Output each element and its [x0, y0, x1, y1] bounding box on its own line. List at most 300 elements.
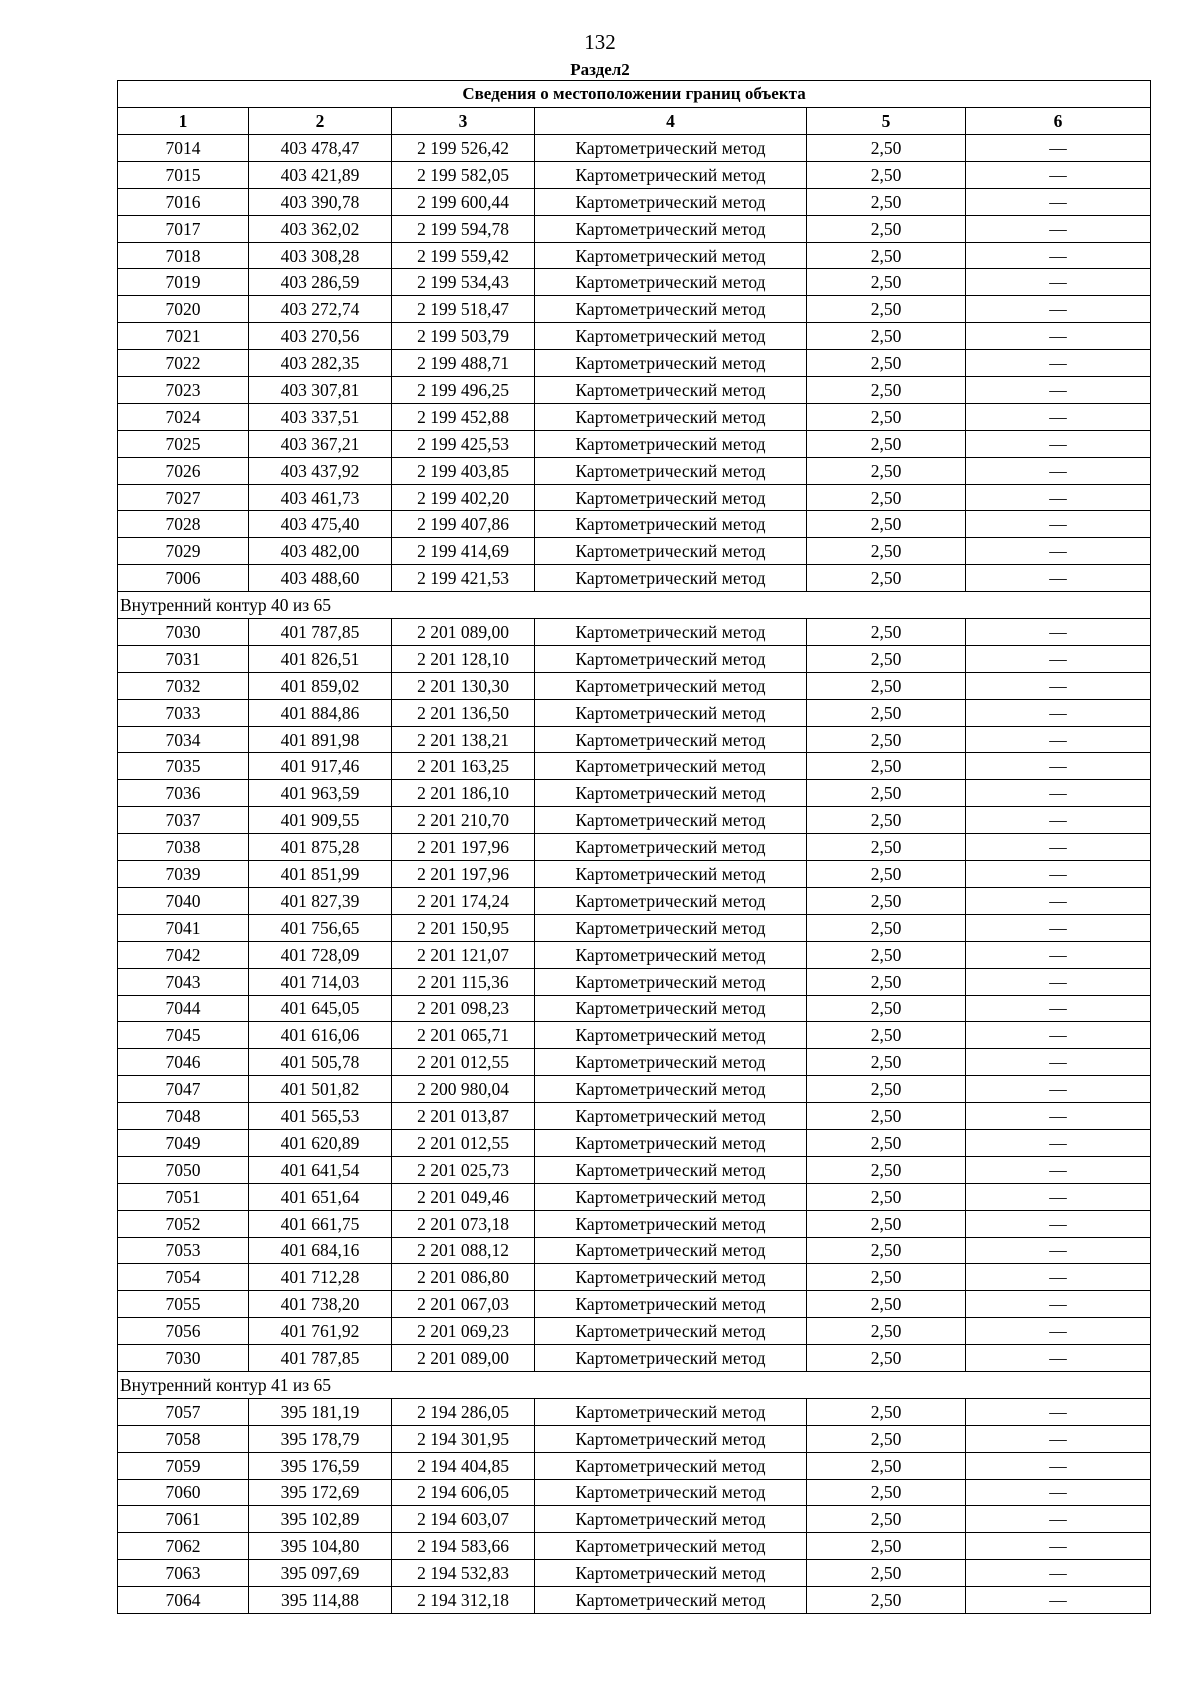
y-coordinate-cell: 2 199 402,20 [392, 484, 535, 511]
x-coordinate-cell: 401 565,53 [249, 1103, 392, 1130]
method-cell: Картометрический метод [535, 403, 807, 430]
description-cell: — [966, 1533, 1151, 1560]
section-title: Раздел2 [570, 60, 630, 79]
x-coordinate-cell: 403 478,47 [249, 135, 392, 162]
point-number-cell: 7053 [118, 1237, 249, 1264]
point-number-cell: 7039 [118, 861, 249, 888]
accuracy-cell: 2,50 [807, 296, 966, 323]
accuracy-cell: 2,50 [807, 1076, 966, 1103]
point-number-cell: 7057 [118, 1398, 249, 1425]
x-coordinate-cell: 401 641,54 [249, 1156, 392, 1183]
y-coordinate-cell: 2 194 606,05 [392, 1479, 535, 1506]
accuracy-cell: 2,50 [807, 861, 966, 888]
contour-label: Внутренний контур 41 из 65 [118, 1371, 1151, 1398]
point-number-cell: 7062 [118, 1533, 249, 1560]
method-cell: Картометрический метод [535, 968, 807, 995]
accuracy-cell: 2,50 [807, 1318, 966, 1345]
table-row [118, 1210, 1151, 1237]
point-number-cell: 7023 [118, 377, 249, 404]
point-number-cell: 7026 [118, 457, 249, 484]
method-cell: Картометрический метод [535, 457, 807, 484]
method-cell: Картометрический метод [535, 538, 807, 565]
accuracy-cell: 2,50 [807, 1398, 966, 1425]
accuracy-cell: 2,50 [807, 1049, 966, 1076]
accuracy-cell: 2,50 [807, 1183, 966, 1210]
x-coordinate-cell: 401 884,86 [249, 699, 392, 726]
x-coordinate-cell: 403 282,35 [249, 350, 392, 377]
column-number: 3 [392, 108, 535, 135]
accuracy-cell: 2,50 [807, 457, 966, 484]
table-row [118, 1022, 1151, 1049]
method-cell: Картометрический метод [535, 135, 807, 162]
point-number-cell: 7027 [118, 484, 249, 511]
accuracy-cell: 2,50 [807, 403, 966, 430]
method-cell: Картометрический метод [535, 1103, 807, 1130]
point-number-cell: 7014 [118, 135, 249, 162]
description-cell: — [966, 995, 1151, 1022]
point-number-cell: 7040 [118, 887, 249, 914]
table-row [118, 1264, 1151, 1291]
y-coordinate-cell: 2 201 012,55 [392, 1049, 535, 1076]
x-coordinate-cell: 401 616,06 [249, 1022, 392, 1049]
accuracy-cell: 2,50 [807, 941, 966, 968]
x-coordinate-cell: 401 738,20 [249, 1291, 392, 1318]
table-row [118, 323, 1151, 350]
y-coordinate-cell: 2 199 582,05 [392, 161, 535, 188]
point-number-cell: 7041 [118, 914, 249, 941]
accuracy-cell: 2,50 [807, 834, 966, 861]
table-row [118, 995, 1151, 1022]
method-cell: Картометрический метод [535, 726, 807, 753]
accuracy-cell: 2,50 [807, 1560, 966, 1587]
accuracy-cell: 2,50 [807, 807, 966, 834]
method-cell: Картометрический метод [535, 1156, 807, 1183]
accuracy-cell: 2,50 [807, 511, 966, 538]
method-cell: Картометрический метод [535, 834, 807, 861]
contour-header-row [118, 592, 1151, 619]
y-coordinate-cell: 2 201 128,10 [392, 645, 535, 672]
description-cell: — [966, 430, 1151, 457]
method-cell: Картометрический метод [535, 565, 807, 592]
accuracy-cell: 2,50 [807, 1264, 966, 1291]
accuracy-cell: 2,50 [807, 1506, 966, 1533]
point-number-cell: 7059 [118, 1452, 249, 1479]
x-coordinate-cell: 403 367,21 [249, 430, 392, 457]
method-cell: Картометрический метод [535, 323, 807, 350]
accuracy-cell: 2,50 [807, 188, 966, 215]
y-coordinate-cell: 2 199 407,86 [392, 511, 535, 538]
page-number: 132 [584, 30, 616, 54]
table-row [118, 538, 1151, 565]
method-cell: Картометрический метод [535, 1479, 807, 1506]
y-coordinate-cell: 2 201 086,80 [392, 1264, 535, 1291]
table-row [118, 1533, 1151, 1560]
description-cell: — [966, 1587, 1151, 1614]
point-number-cell: 7030 [118, 619, 249, 646]
table-row [118, 1076, 1151, 1103]
column-number: 5 [807, 108, 966, 135]
method-cell: Картометрический метод [535, 619, 807, 646]
point-number-cell: 7051 [118, 1183, 249, 1210]
table-row [118, 1291, 1151, 1318]
y-coordinate-cell: 2 201 025,73 [392, 1156, 535, 1183]
y-coordinate-cell: 2 201 197,96 [392, 834, 535, 861]
description-cell: — [966, 1049, 1151, 1076]
table-row [118, 941, 1151, 968]
method-cell: Картометрический метод [535, 242, 807, 269]
table-row [118, 645, 1151, 672]
x-coordinate-cell: 401 826,51 [249, 645, 392, 672]
x-coordinate-cell: 401 714,03 [249, 968, 392, 995]
method-cell: Картометрический метод [535, 1129, 807, 1156]
description-cell: — [966, 1129, 1151, 1156]
accuracy-cell: 2,50 [807, 1345, 966, 1372]
x-coordinate-cell: 401 909,55 [249, 807, 392, 834]
table-row [118, 135, 1151, 162]
method-cell: Картометрический метод [535, 377, 807, 404]
y-coordinate-cell: 2 199 594,78 [392, 215, 535, 242]
method-cell: Картометрический метод [535, 1183, 807, 1210]
description-cell: — [966, 941, 1151, 968]
point-number-cell: 7016 [118, 188, 249, 215]
y-coordinate-cell: 2 201 130,30 [392, 672, 535, 699]
accuracy-cell: 2,50 [807, 538, 966, 565]
point-number-cell: 7024 [118, 403, 249, 430]
accuracy-cell: 2,50 [807, 1022, 966, 1049]
accuracy-cell: 2,50 [807, 1479, 966, 1506]
description-cell: — [966, 619, 1151, 646]
method-cell: Картометрический метод [535, 1318, 807, 1345]
point-number-cell: 7021 [118, 323, 249, 350]
table-row [118, 1183, 1151, 1210]
y-coordinate-cell: 2 201 197,96 [392, 861, 535, 888]
method-cell: Картометрический метод [535, 645, 807, 672]
y-coordinate-cell: 2 199 503,79 [392, 323, 535, 350]
accuracy-cell: 2,50 [807, 484, 966, 511]
table-row [118, 834, 1151, 861]
accuracy-cell: 2,50 [807, 269, 966, 296]
description-cell: — [966, 1237, 1151, 1264]
y-coordinate-cell: 2 199 421,53 [392, 565, 535, 592]
column-number: 4 [535, 108, 807, 135]
point-number-cell: 7061 [118, 1506, 249, 1533]
accuracy-cell: 2,50 [807, 1533, 966, 1560]
accuracy-cell: 2,50 [807, 161, 966, 188]
point-number-cell: 7038 [118, 834, 249, 861]
description-cell: — [966, 672, 1151, 699]
method-cell: Картометрический метод [535, 780, 807, 807]
x-coordinate-cell: 403 286,59 [249, 269, 392, 296]
table-row [118, 1345, 1151, 1372]
description-cell: — [966, 1452, 1151, 1479]
accuracy-cell: 2,50 [807, 645, 966, 672]
x-coordinate-cell: 401 505,78 [249, 1049, 392, 1076]
x-coordinate-cell: 395 102,89 [249, 1506, 392, 1533]
x-coordinate-cell: 403 272,74 [249, 296, 392, 323]
method-cell: Картометрический метод [535, 1560, 807, 1587]
x-coordinate-cell: 403 307,81 [249, 377, 392, 404]
table-row [118, 215, 1151, 242]
point-number-cell: 7018 [118, 242, 249, 269]
description-cell: — [966, 807, 1151, 834]
point-number-cell: 7031 [118, 645, 249, 672]
point-number-cell: 7063 [118, 1560, 249, 1587]
point-number-cell: 7048 [118, 1103, 249, 1130]
point-number-cell: 7047 [118, 1076, 249, 1103]
description-cell: — [966, 1479, 1151, 1506]
x-coordinate-cell: 401 684,16 [249, 1237, 392, 1264]
y-coordinate-cell: 2 194 583,66 [392, 1533, 535, 1560]
y-coordinate-cell: 2 199 518,47 [392, 296, 535, 323]
x-coordinate-cell: 403 461,73 [249, 484, 392, 511]
y-coordinate-cell: 2 201 089,00 [392, 1345, 535, 1372]
point-number-cell: 7049 [118, 1129, 249, 1156]
accuracy-cell: 2,50 [807, 699, 966, 726]
x-coordinate-cell: 401 645,05 [249, 995, 392, 1022]
method-cell: Картометрический метод [535, 995, 807, 1022]
y-coordinate-cell: 2 201 138,21 [392, 726, 535, 753]
accuracy-cell: 2,50 [807, 1103, 966, 1130]
y-coordinate-cell: 2 194 603,07 [392, 1506, 535, 1533]
y-coordinate-cell: 2 199 414,69 [392, 538, 535, 565]
y-coordinate-cell: 2 201 163,25 [392, 753, 535, 780]
accuracy-cell: 2,50 [807, 135, 966, 162]
description-cell: — [966, 1076, 1151, 1103]
x-coordinate-cell: 395 178,79 [249, 1425, 392, 1452]
y-coordinate-cell: 2 201 012,55 [392, 1129, 535, 1156]
point-number-cell: 7032 [118, 672, 249, 699]
table-row [118, 914, 1151, 941]
point-number-cell: 7055 [118, 1291, 249, 1318]
x-coordinate-cell: 403 308,28 [249, 242, 392, 269]
y-coordinate-cell: 2 201 013,87 [392, 1103, 535, 1130]
table-row [118, 377, 1151, 404]
point-number-cell: 7036 [118, 780, 249, 807]
x-coordinate-cell: 403 337,51 [249, 403, 392, 430]
description-cell: — [966, 699, 1151, 726]
y-coordinate-cell: 2 199 496,25 [392, 377, 535, 404]
table-row [118, 1156, 1151, 1183]
table-row [118, 430, 1151, 457]
description-cell: — [966, 457, 1151, 484]
accuracy-cell: 2,50 [807, 995, 966, 1022]
table-row [118, 1452, 1151, 1479]
table-caption-row [118, 81, 1151, 108]
method-cell: Картометрический метод [535, 1452, 807, 1479]
description-cell: — [966, 753, 1151, 780]
description-cell: — [966, 1318, 1151, 1345]
method-cell: Картометрический метод [535, 672, 807, 699]
table-row [118, 672, 1151, 699]
x-coordinate-cell: 401 851,99 [249, 861, 392, 888]
x-coordinate-cell: 401 875,28 [249, 834, 392, 861]
table-row [118, 565, 1151, 592]
y-coordinate-cell: 2 201 067,03 [392, 1291, 535, 1318]
y-coordinate-cell: 2 201 098,23 [392, 995, 535, 1022]
x-coordinate-cell: 401 756,65 [249, 914, 392, 941]
y-coordinate-cell: 2 201 089,00 [392, 619, 535, 646]
method-cell: Картометрический метод [535, 350, 807, 377]
point-number-cell: 7054 [118, 1264, 249, 1291]
table-row [118, 780, 1151, 807]
table-row [118, 619, 1151, 646]
point-number-cell: 7034 [118, 726, 249, 753]
y-coordinate-cell: 2 201 174,24 [392, 887, 535, 914]
accuracy-cell: 2,50 [807, 780, 966, 807]
description-cell: — [966, 887, 1151, 914]
y-coordinate-cell: 2 201 065,71 [392, 1022, 535, 1049]
point-number-cell: 7028 [118, 511, 249, 538]
method-cell: Картометрический метод [535, 1587, 807, 1614]
table-row [118, 861, 1151, 888]
table-row [118, 753, 1151, 780]
contour-label: Внутренний контур 40 из 65 [118, 592, 1151, 619]
table-row [118, 1506, 1151, 1533]
method-cell: Картометрический метод [535, 861, 807, 888]
method-cell: Картометрический метод [535, 887, 807, 914]
x-coordinate-cell: 403 475,40 [249, 511, 392, 538]
x-coordinate-cell: 403 421,89 [249, 161, 392, 188]
x-coordinate-cell: 403 362,02 [249, 215, 392, 242]
accuracy-cell: 2,50 [807, 914, 966, 941]
method-cell: Картометрический метод [535, 161, 807, 188]
accuracy-cell: 2,50 [807, 565, 966, 592]
table-row [118, 1103, 1151, 1130]
x-coordinate-cell: 403 270,56 [249, 323, 392, 350]
method-cell: Картометрический метод [535, 1076, 807, 1103]
y-coordinate-cell: 2 194 301,95 [392, 1425, 535, 1452]
accuracy-cell: 2,50 [807, 968, 966, 995]
point-number-cell: 7033 [118, 699, 249, 726]
y-coordinate-cell: 2 201 073,18 [392, 1210, 535, 1237]
x-coordinate-cell: 401 891,98 [249, 726, 392, 753]
y-coordinate-cell: 2 201 150,95 [392, 914, 535, 941]
description-cell: — [966, 1425, 1151, 1452]
description-cell: — [966, 511, 1151, 538]
method-cell: Картометрический метод [535, 215, 807, 242]
x-coordinate-cell: 401 712,28 [249, 1264, 392, 1291]
x-coordinate-cell: 395 181,19 [249, 1398, 392, 1425]
x-coordinate-cell: 401 827,39 [249, 887, 392, 914]
method-cell: Картометрический метод [535, 484, 807, 511]
description-cell: — [966, 1264, 1151, 1291]
y-coordinate-cell: 2 199 526,42 [392, 135, 535, 162]
table-row [118, 1237, 1151, 1264]
description-cell: — [966, 780, 1151, 807]
method-cell: Картометрический метод [535, 1022, 807, 1049]
y-coordinate-cell: 2 201 136,50 [392, 699, 535, 726]
y-coordinate-cell: 2 194 532,83 [392, 1560, 535, 1587]
table-row [118, 1318, 1151, 1345]
description-cell: — [966, 161, 1151, 188]
table-row [118, 887, 1151, 914]
accuracy-cell: 2,50 [807, 215, 966, 242]
description-cell: — [966, 215, 1151, 242]
method-cell: Картометрический метод [535, 1425, 807, 1452]
x-coordinate-cell: 395 104,80 [249, 1533, 392, 1560]
description-cell: — [966, 403, 1151, 430]
description-cell: — [966, 1560, 1151, 1587]
x-coordinate-cell: 401 501,82 [249, 1076, 392, 1103]
description-cell: — [966, 1183, 1151, 1210]
accuracy-cell: 2,50 [807, 1156, 966, 1183]
description-cell: — [966, 861, 1151, 888]
y-coordinate-cell: 2 201 069,23 [392, 1318, 535, 1345]
point-number-cell: 7050 [118, 1156, 249, 1183]
point-number-cell: 7006 [118, 565, 249, 592]
y-coordinate-cell: 2 199 425,53 [392, 430, 535, 457]
y-coordinate-cell: 2 199 600,44 [392, 188, 535, 215]
point-number-cell: 7025 [118, 430, 249, 457]
point-number-cell: 7056 [118, 1318, 249, 1345]
y-coordinate-cell: 2 201 088,12 [392, 1237, 535, 1264]
accuracy-cell: 2,50 [807, 350, 966, 377]
method-cell: Картометрический метод [535, 1345, 807, 1372]
column-number-row [118, 108, 1151, 135]
accuracy-cell: 2,50 [807, 377, 966, 404]
point-number-cell: 7015 [118, 161, 249, 188]
accuracy-cell: 2,50 [807, 1291, 966, 1318]
table-row [118, 350, 1151, 377]
description-cell: — [966, 1103, 1151, 1130]
description-cell: — [966, 914, 1151, 941]
accuracy-cell: 2,50 [807, 323, 966, 350]
y-coordinate-cell: 2 199 534,43 [392, 269, 535, 296]
method-cell: Картометрический метод [535, 269, 807, 296]
method-cell: Картометрический метод [535, 699, 807, 726]
x-coordinate-cell: 401 661,75 [249, 1210, 392, 1237]
description-cell: — [966, 323, 1151, 350]
description-cell: — [966, 1156, 1151, 1183]
description-cell: — [966, 350, 1151, 377]
method-cell: Картометрический метод [535, 914, 807, 941]
x-coordinate-cell: 401 859,02 [249, 672, 392, 699]
table-row [118, 968, 1151, 995]
table-row [118, 1398, 1151, 1425]
y-coordinate-cell: 2 200 980,04 [392, 1076, 535, 1103]
point-number-cell: 7045 [118, 1022, 249, 1049]
x-coordinate-cell: 401 761,92 [249, 1318, 392, 1345]
table-row [118, 1560, 1151, 1587]
column-number: 2 [249, 108, 392, 135]
description-cell: — [966, 968, 1151, 995]
table-row [118, 1479, 1151, 1506]
y-coordinate-cell: 2 201 121,07 [392, 941, 535, 968]
table-row [118, 457, 1151, 484]
description-cell: — [966, 1210, 1151, 1237]
accuracy-cell: 2,50 [807, 242, 966, 269]
accuracy-cell: 2,50 [807, 1452, 966, 1479]
method-cell: Картометрический метод [535, 1210, 807, 1237]
y-coordinate-cell: 2 199 488,71 [392, 350, 535, 377]
table-row [118, 296, 1151, 323]
description-cell: — [966, 296, 1151, 323]
x-coordinate-cell: 395 172,69 [249, 1479, 392, 1506]
y-coordinate-cell: 2 194 312,18 [392, 1587, 535, 1614]
x-coordinate-cell: 403 482,00 [249, 538, 392, 565]
x-coordinate-cell: 401 651,64 [249, 1183, 392, 1210]
point-number-cell: 7052 [118, 1210, 249, 1237]
accuracy-cell: 2,50 [807, 726, 966, 753]
accuracy-cell: 2,50 [807, 1425, 966, 1452]
point-number-cell: 7030 [118, 1345, 249, 1372]
method-cell: Картометрический метод [535, 1237, 807, 1264]
x-coordinate-cell: 395 176,59 [249, 1452, 392, 1479]
x-coordinate-cell: 403 437,92 [249, 457, 392, 484]
method-cell: Картометрический метод [535, 511, 807, 538]
point-number-cell: 7020 [118, 296, 249, 323]
method-cell: Картометрический метод [535, 1264, 807, 1291]
